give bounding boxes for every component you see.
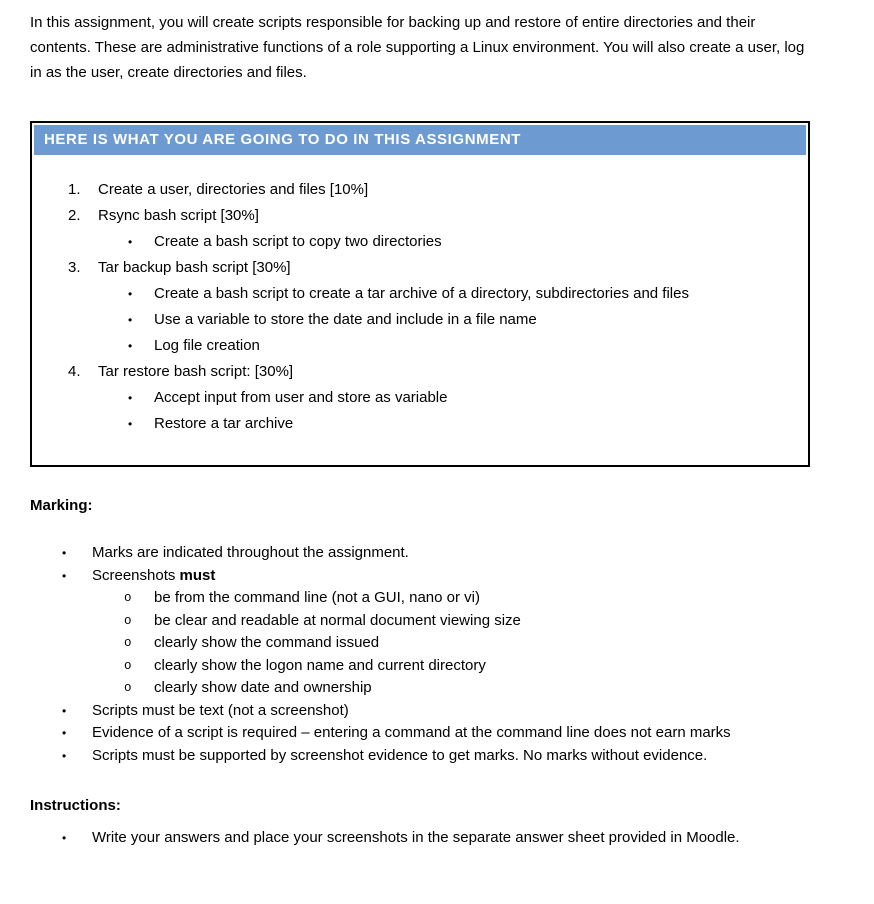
list-subitem [128,229,796,255]
list-subitem-text: Create a bash script to create a tar archive of a directory, subdirectories and files [154,285,689,302]
bullet-icon: • [128,417,133,431]
marking-item [62,745,842,768]
marking-subitem [124,632,842,655]
bold-text: must [179,566,216,584]
marking-item-text: Scripts must be text (not a screenshot) [92,701,349,719]
list-subitem-text: Create a bash script to copy two directories [154,233,442,250]
assignment-task-list [32,157,808,465]
marking-item [62,565,842,588]
list-item [68,359,796,385]
marking-item-text: Marks are indicated throughout the assignment. [92,544,409,561]
bullet-icon: • [128,339,133,353]
list-subitem-text: Accept input from user and store as variable [154,389,448,406]
bullet-icon: • [128,313,133,327]
instructions-list [30,827,842,850]
list-item-text: Tar backup bash script [30%] [98,259,291,276]
list-subitem-text: Use a variable to store the date and include in a file name [154,311,537,328]
list-subitem [128,281,796,307]
marking-subitem [124,587,842,610]
list-subitem [128,307,796,333]
marking-subitem-text: be clear and readable at normal document viewing size [154,611,521,629]
instructions-item [62,827,842,850]
marking-item-text: Scripts must be supported by screenshot evidence to get marks. No marks without evidence. [92,746,708,764]
marking-item [62,722,842,745]
marking-subitem [124,655,842,678]
list-subitem [128,385,796,411]
list-item-number: 4. [68,363,81,380]
list-item-text: Rsync bash script [30%] [98,207,259,224]
bullet-icon: • [128,235,133,249]
list-item [68,255,796,281]
bullet-icon: • [62,831,67,845]
circle-bullet-icon: o [124,591,132,605]
list-item [68,203,796,229]
marking-subitem-text: clearly show date and ownership [154,679,372,696]
marking-subitem-text: be from the command line (not a GUI, nano or vi) [154,589,480,606]
circle-bullet-icon: o [124,681,132,695]
bullet-icon: • [62,726,67,740]
bullet-icon: • [128,391,133,405]
marking-item-text: Screenshots must [92,566,216,584]
assignment-box [30,121,810,467]
bullet-icon: • [128,287,133,301]
marking-item [62,542,842,565]
marking-subitem-text: clearly show the logon name and current directory [154,656,486,674]
marking-heading: Marking: [30,497,93,514]
bullet-icon: • [62,546,67,560]
list-item-number: 2. [68,207,81,224]
circle-bullet-icon: o [124,613,132,628]
list-item-number: 1. [68,181,81,198]
marking-subitem [124,610,842,633]
bullet-icon: • [62,748,67,763]
intro-paragraph: In this assignment, you will create scripts responsible for backing up and restore of entire directories and their contents. These are administrative functions of a role supporting a Linux environment. You will also create a user, log in as the user, create directories and files. [30,14,805,81]
list-item-text: Create a user, directories and files [10%] [98,181,369,198]
bullet-icon: • [62,703,67,718]
list-item-text: Tar restore bash script: [30%] [98,363,294,380]
list-item-number: 3. [68,259,81,276]
marking-subitem-text: clearly show the command issued [154,634,380,651]
list-subitem-text: Restore a tar archive [154,415,294,432]
list-subitem [128,411,796,437]
marking-subitem [124,677,842,700]
list-item [68,177,796,203]
instructions-heading: Instructions: [30,797,121,814]
marking-item [62,700,842,723]
marking-list [30,542,842,767]
list-subitem [128,333,796,359]
assignment-box-header: HERE IS WHAT YOU ARE GOING TO DO IN THIS ASSIGNMENT [34,125,806,155]
instructions-item-text: Write your answers and place your screenshots in the separate answer sheet provided in Moodle. [92,829,740,846]
marking-item-text: Evidence of a script is required – entering a command at the command line does not earn marks [92,724,731,741]
bullet-icon: • [62,568,67,583]
circle-bullet-icon: o [124,658,132,673]
list-subitem-text: Log file creation [154,337,260,354]
circle-bullet-icon: o [124,636,132,650]
